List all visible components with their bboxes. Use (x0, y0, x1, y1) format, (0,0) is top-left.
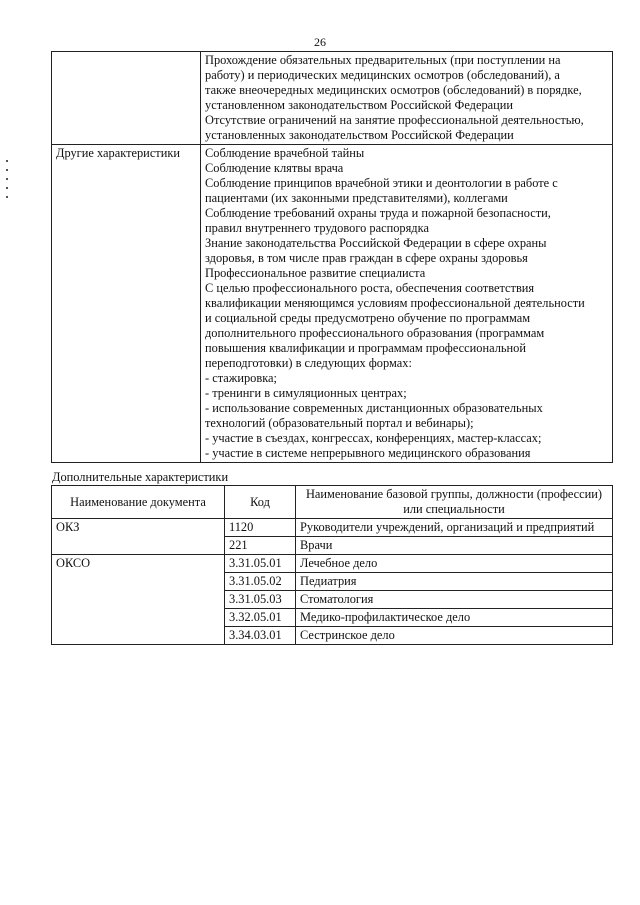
content-line: Соблюдение клятвы врача (205, 161, 344, 175)
name-cell: Врачи (296, 537, 613, 555)
content-line: - тренинги в симуляционных центрах; (205, 386, 407, 400)
row-content (201, 52, 613, 145)
name-cell: Педиатрия (296, 573, 613, 591)
content-line: правил внутреннего трудового распорядка (205, 221, 429, 235)
scan-margin-marks (6, 160, 10, 205)
content-line: технологий (образовательный портал и вебинары); (205, 416, 474, 430)
code-cell: 221 (225, 537, 296, 555)
name-cell: Стоматология (296, 591, 613, 609)
code-cell: 3.31.05.02 (225, 573, 296, 591)
code-cell: 3.31.05.03 (225, 591, 296, 609)
characteristics-table (51, 51, 613, 463)
table-row (52, 145, 613, 463)
table-row (52, 519, 613, 537)
content-line: Знание законодательства Российской Федерации в сфере охраны (205, 236, 547, 250)
code-cell: 1120 (225, 519, 296, 537)
name-cell: Сестринское дело (296, 627, 613, 645)
content-line: Отсутствие ограничений на занятие профессиональной деятельностью, (205, 113, 584, 127)
row-label (52, 52, 201, 145)
content-line: - участие в системе непрерывного медицинского образования (205, 446, 531, 460)
header-code: Код (225, 486, 296, 519)
header-name: Наименование базовой группы, должности (профессии) или специальности (296, 486, 613, 519)
table-header-row (52, 486, 613, 519)
content-line: работу) и периодических медицинских осмотров (обследований), а (205, 68, 560, 82)
content-line: Соблюдение требований охраны труда и пожарной безопасности, (205, 206, 551, 220)
content-line: Прохождение обязательных предварительных (при поступлении на (205, 53, 561, 67)
document-cell: ОКСО (52, 555, 225, 645)
content-line: Соблюдение принципов врачебной этики и деонтологии в работе с (205, 176, 558, 190)
name-cell: Медико-профилактическое дело (296, 609, 613, 627)
content-line: установленных законодательством Российской Федерации (205, 128, 514, 142)
content-line: квалификации меняющимся условиям профессиональной деятельности (205, 296, 585, 310)
code-cell: 3.34.03.01 (225, 627, 296, 645)
content-line: дополнительного профессионального образования (программам (205, 326, 545, 340)
content-line: - стажировка; (205, 371, 277, 385)
header-document: Наименование документа (52, 486, 225, 519)
content-line: - участие в съездах, конгрессах, конференциях, мастер-классах; (205, 431, 542, 445)
table-row (52, 52, 613, 145)
content-line: переподготовки) в следующих формах: (205, 356, 412, 370)
name-cell: Лечебное дело (296, 555, 613, 573)
extra-characteristics-table (51, 485, 613, 645)
page-number: 26 (314, 35, 326, 49)
extra-characteristics-title: Дополнительные характеристики (52, 470, 229, 484)
content-line: Соблюдение врачебной тайны (205, 146, 365, 160)
document-cell: ОКЗ (52, 519, 225, 555)
row-label: Другие характеристики (52, 145, 201, 463)
code-cell: 3.32.05.01 (225, 609, 296, 627)
content-line: - использование современных дистанционных образовательных (205, 401, 543, 415)
content-line: установленном законодательством Российской Федерации (205, 98, 514, 112)
content-line: Профессиональное развитие специалиста (205, 266, 426, 280)
row-content (201, 145, 613, 463)
code-cell: 3.31.05.01 (225, 555, 296, 573)
name-cell: Руководители учреждений, организаций и предприятий (296, 519, 613, 537)
content-line: и социальной среды предусмотрено обучение по программам (205, 311, 531, 325)
content-line: С целью профессионального роста, обеспечения соответствия (205, 281, 535, 295)
content-line: повышения квалификации и программам профессиональной (205, 341, 526, 355)
table-row (52, 555, 613, 573)
content-line: здоровья, в том числе прав граждан в сфере охраны здоровья (205, 251, 528, 265)
content-line: также внеочередных медицинских осмотров (обследований) в порядке, (205, 83, 582, 97)
content-line: пациентами (их законными представителями), коллегами (205, 191, 508, 205)
